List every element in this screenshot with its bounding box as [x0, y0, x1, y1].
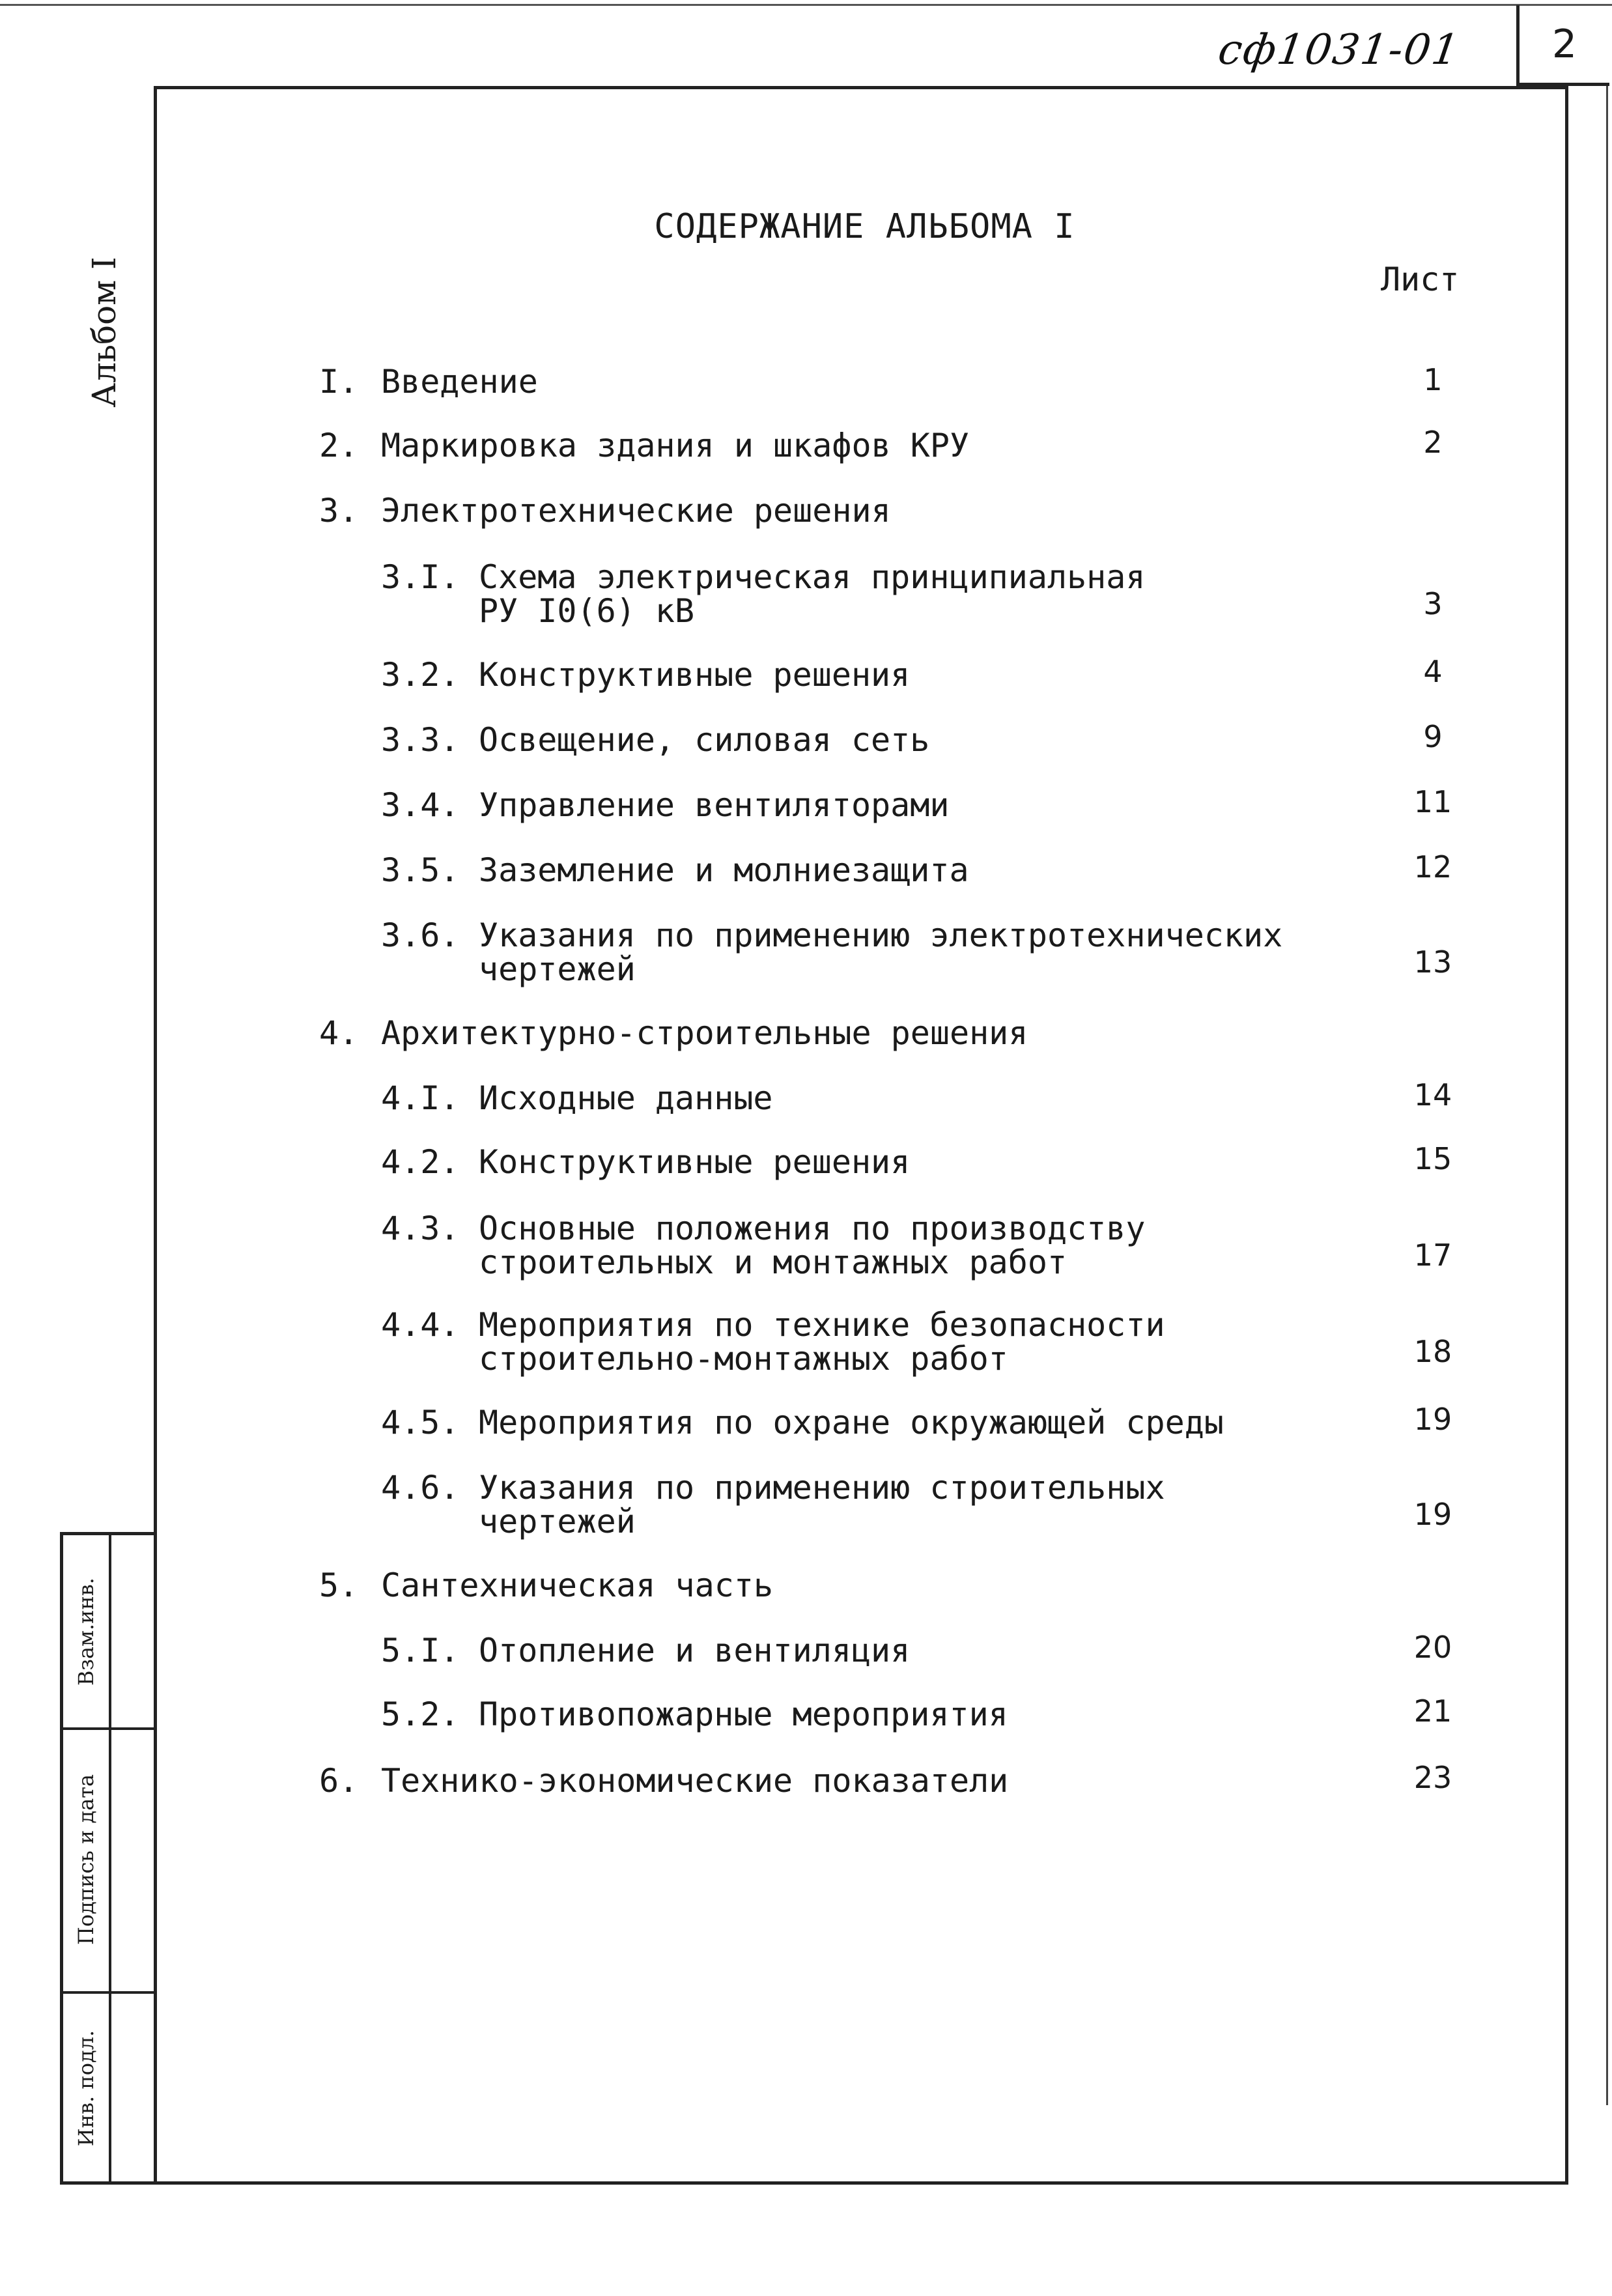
toc-entry-number: 2. — [319, 427, 359, 464]
toc-entry-number: 5.I. — [381, 1632, 460, 1669]
toc-entry — [319, 494, 891, 528]
toc-entry — [381, 1212, 1146, 1279]
toc-entry-title: Электротехнические решения — [381, 492, 891, 530]
toc-entry-page: 14 — [1413, 1077, 1452, 1113]
toc-entry-number: 4.4. — [381, 1306, 460, 1344]
album-side-label — [78, 248, 130, 417]
toc-entry-page: 23 — [1413, 1760, 1452, 1795]
page-title: СОДЕРЖАНИЕ АЛЬБОМА I — [654, 207, 1075, 246]
toc-entry-number: 4.I. — [381, 1079, 460, 1117]
toc-entry — [319, 365, 538, 399]
toc-entry-number: 3.2. — [381, 656, 460, 694]
toc-entry-page: 21 — [1413, 1694, 1452, 1729]
toc-entry-page: 19 — [1413, 1402, 1452, 1437]
toc-entry-number: 3. — [319, 492, 359, 530]
toc-entry — [381, 1081, 773, 1115]
drawing-frame — [154, 86, 1568, 2185]
toc-entry-number: 3.4. — [381, 786, 460, 824]
toc-entry — [381, 1308, 1165, 1376]
toc-entry-title-continued: РУ I0(6) кВ — [479, 592, 695, 630]
toc-entry — [319, 1568, 773, 1602]
toc-entry-page: 11 — [1413, 784, 1452, 819]
stamp-column-divider — [109, 1535, 111, 2181]
toc-entry-number: 5. — [319, 1566, 359, 1604]
sheet-top-edge — [0, 4, 1612, 6]
toc-entry-number: 4. — [319, 1014, 359, 1052]
toc-entry-title: Маркировка здания и шкафов КРУ — [381, 427, 970, 464]
toc-entry-page: 15 — [1413, 1141, 1452, 1176]
toc-entry-title-continued: строительно-монтажных работ — [479, 1340, 1008, 1378]
toc-entry — [381, 788, 949, 822]
toc-entry — [319, 1764, 1008, 1798]
toc-entry — [381, 658, 910, 692]
toc-entry-number: 3.I. — [381, 558, 460, 596]
toc-entry-number: 4.3. — [381, 1210, 460, 1247]
toc-entry — [381, 1145, 910, 1179]
toc-entry-number: 5.2. — [381, 1695, 460, 1733]
toc-entry — [381, 853, 969, 887]
stamp-field-signature-date: Подпись и дата — [74, 1774, 98, 1945]
toc-entry-title: Технико-экономические показатели — [381, 1762, 1009, 1800]
sheet-number-cell — [1516, 5, 1609, 86]
page-column-header: Лист — [1381, 261, 1460, 298]
toc-entry-title: Архитектурно-строительные решения — [381, 1014, 1028, 1052]
side-stamp — [60, 1532, 154, 2185]
toc-entry — [381, 723, 929, 757]
toc-entry-number: 3.3. — [381, 721, 460, 759]
toc-entry-title: Заземление и молниезащита — [479, 851, 969, 889]
toc-entry-page: 12 — [1413, 849, 1452, 885]
toc-entry-title: Освещение, силовая сеть — [479, 721, 930, 759]
toc-entry-title: Отопление и вентиляция — [479, 1632, 911, 1669]
toc-entry — [381, 1634, 910, 1667]
toc-entry-page: 2 — [1423, 425, 1443, 460]
document-code: сф1031-01 — [1215, 26, 1464, 74]
toc-entry-title: Конструктивные решения — [479, 1143, 911, 1181]
toc-entry — [319, 1016, 1028, 1050]
toc-entry-page: 19 — [1413, 1497, 1452, 1532]
toc-entry-number: 3.6. — [381, 916, 460, 954]
toc-entry-title-continued: чертежей — [479, 1503, 636, 1540]
toc-entry-title-continued: строительных и монтажных работ — [479, 1243, 1068, 1281]
toc-entry-title-continued: чертежей — [479, 950, 636, 988]
toc-entry — [319, 429, 969, 462]
toc-entry-title: Противопожарные мероприятия — [479, 1695, 1008, 1733]
toc-entry-title: Основные положения по производству — [479, 1210, 1146, 1247]
toc-entry-number: I. — [319, 363, 359, 401]
toc-entry-page: 20 — [1413, 1630, 1452, 1665]
right-edge-line — [1606, 86, 1608, 2105]
toc-entry — [381, 560, 1146, 628]
toc-entry-number: 6. — [319, 1762, 359, 1800]
toc-entry-title: Мероприятия по охране окружающей среды — [479, 1404, 1224, 1441]
toc-entry — [381, 1471, 1165, 1538]
toc-entry — [381, 918, 1282, 986]
toc-entry-page: 9 — [1423, 719, 1443, 754]
toc-entry-page: 4 — [1423, 654, 1443, 689]
toc-entry — [381, 1406, 1224, 1439]
toc-entry-number: 3.5. — [381, 851, 460, 889]
toc-entry-page: 3 — [1423, 586, 1443, 621]
stamp-field-original-inv: Инв. подл. — [74, 2030, 98, 2146]
toc-entry-title: Сантехническая часть — [381, 1566, 774, 1604]
toc-entry-page: 18 — [1413, 1334, 1452, 1369]
toc-entry-title: Введение — [381, 363, 538, 401]
album-label-text: Альбом I — [85, 257, 123, 408]
toc-entry-title: Схема электрическая принципиальная — [479, 558, 1146, 596]
toc-entry-page: 13 — [1413, 944, 1452, 980]
toc-entry-number: 4.2. — [381, 1143, 460, 1181]
toc-entry-title: Управление вентиляторами — [479, 786, 950, 824]
toc-entry-page: 1 — [1423, 362, 1443, 397]
stamp-field-replacement-inv: Взам.инв. — [74, 1577, 98, 1686]
toc-entry-title: Исходные данные — [479, 1079, 773, 1117]
toc-entry-title: Мероприятия по технике безопасности — [479, 1306, 1165, 1344]
toc-entry-title: Указания по применению строительных — [479, 1469, 1165, 1507]
toc-entry-title: Конструктивные решения — [479, 656, 911, 694]
toc-entry-number: 4.6. — [381, 1469, 460, 1507]
toc-entry — [381, 1697, 1008, 1731]
toc-entry-page: 17 — [1413, 1238, 1452, 1273]
sheet-number: 2 — [1551, 21, 1577, 67]
toc-entry-number: 4.5. — [381, 1404, 460, 1441]
toc-entry-title: Указания по применению электротехнических — [479, 916, 1283, 954]
